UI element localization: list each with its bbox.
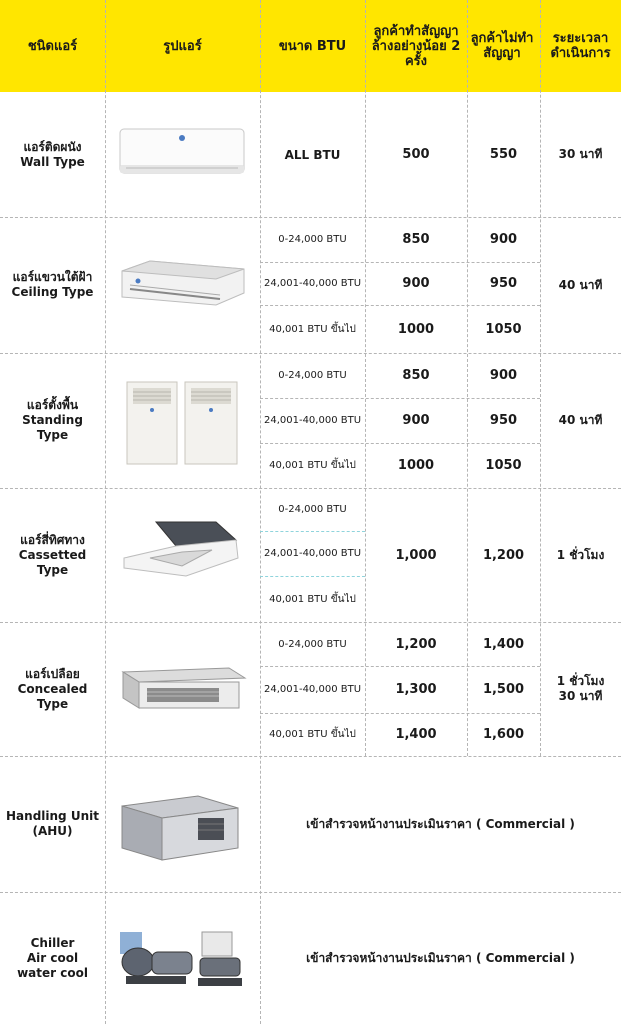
concealed-ac-icon [117, 664, 247, 714]
btu-cell: 24,001-40,000 BTU [263, 415, 362, 426]
price-contract: 1,300 [395, 682, 437, 697]
type-en: (AHU) [32, 824, 73, 838]
type-cell-concealed [0, 622, 105, 756]
price-contract: 850 [402, 232, 430, 247]
type-cell-chiller [0, 892, 105, 1024]
duration-cell: 40 นาที [558, 277, 603, 292]
wall-ac-icon [118, 127, 246, 177]
price-contract: 900 [402, 413, 430, 428]
type-cell-ahu [0, 756, 105, 892]
btu-cell: 40,001 BTU ขึ้นไป [269, 323, 356, 335]
ahu-unit-icon [118, 792, 242, 862]
type-cell-wall [0, 92, 105, 217]
btu-cell: 24,001-40,000 BTU [263, 548, 362, 559]
type-en: Ceiling Type [11, 285, 94, 299]
type-th: แอร์สี่ทิศทาง [20, 532, 85, 547]
price-noncontract: 1050 [485, 321, 522, 337]
duration-text: 1 ชั่วโมง 30 นาที [556, 674, 605, 703]
commercial-note: เข้าสำรวจหน้างานประเมินราคา ( Commercial ) [306, 950, 575, 965]
btu-cell: 0-24,000 BTU [278, 234, 347, 245]
price-noncontract: 1,400 [482, 636, 525, 652]
btu-cell: ALL BTU [284, 147, 341, 162]
type-en: Concealed Type [17, 681, 88, 711]
price-contract: 900 [402, 276, 430, 291]
btu-cell: 0-24,000 BTU [278, 504, 347, 515]
price-contract: 850 [402, 368, 430, 383]
header-duration: ระยะเวลาดำเนินการ [550, 31, 611, 61]
btu-cell: 24,001-40,000 BTU [263, 684, 362, 695]
btu-cell: 40,001 BTU ขึ้นไป [269, 593, 356, 605]
duration-cell: 1 ชั่วโมง [556, 547, 605, 562]
price-contract: 1000 [397, 321, 435, 337]
header-contract: ลูกค้าทำสัญญาล้างอย่างน้อย 2 ครั้ง [371, 23, 461, 69]
price-noncontract: 1,600 [482, 727, 525, 742]
btu-cell: 0-24,000 BTU [278, 370, 347, 381]
price-noncontract: 1,500 [482, 682, 525, 697]
type-th: แอร์แขวนใต้ฝ้า [12, 270, 93, 284]
type-cell-ceiling [0, 217, 105, 353]
header-type: ชนิดแอร์ [27, 38, 78, 54]
type-th: แอร์เปลือย [25, 666, 80, 681]
header-btu: ขนาด BTU [278, 38, 347, 54]
price-contract: 1000 [397, 458, 435, 473]
btu-cell: 24,001-40,000 BTU [263, 278, 362, 289]
header-noncontract: ลูกค้าไม่ทำสัญญา [470, 31, 534, 61]
type-th: Handling Unit [6, 809, 99, 823]
chiller-unit-icon [116, 928, 246, 990]
standing-ac-icon [125, 380, 240, 466]
commercial-note: เข้าสำรวจหน้างานประเมินราคา ( Commercial ) [306, 816, 575, 831]
price-noncontract: 1050 [485, 458, 522, 473]
price-contract: 1,000 [395, 547, 437, 563]
type-en: Air cool water cool [17, 950, 88, 980]
type-th: แอร์ติดผนัง [23, 139, 82, 154]
price-noncontract: 900 [489, 368, 518, 383]
type-en: Wall Type [20, 154, 85, 169]
type-cell-standing [0, 353, 105, 488]
price-contract: 500 [402, 147, 430, 162]
grid-line [105, 0, 106, 1024]
type-cell-cassette [0, 488, 105, 622]
price-noncontract: 550 [489, 147, 518, 162]
price-noncontract: 1,200 [482, 547, 525, 563]
btu-cell: 40,001 BTU ขึ้นไป [269, 729, 356, 740]
price-noncontract: 900 [489, 232, 518, 247]
duration-cell [540, 622, 621, 756]
duration-cell: 30 นาที [558, 147, 603, 161]
btu-cell: 40,001 BTU ขึ้นไป [269, 460, 356, 471]
type-en: Cassetted Type [18, 547, 87, 577]
btu-cell: 0-24,000 BTU [278, 638, 347, 650]
duration-cell: 40 นาที [558, 413, 603, 427]
price-contract: 1,200 [395, 636, 437, 652]
price-contract: 1,400 [395, 727, 437, 742]
header-image: รูปแอร์ [163, 38, 202, 54]
type-th: Chiller [30, 935, 75, 950]
cassette-ac-icon [120, 518, 242, 580]
price-noncontract: 950 [489, 276, 518, 291]
type-th: แอร์ตั้งพื้น [26, 398, 79, 412]
type-en: Standing Type [22, 413, 83, 442]
ceiling-ac-icon [120, 259, 246, 307]
price-noncontract: 950 [489, 413, 518, 428]
